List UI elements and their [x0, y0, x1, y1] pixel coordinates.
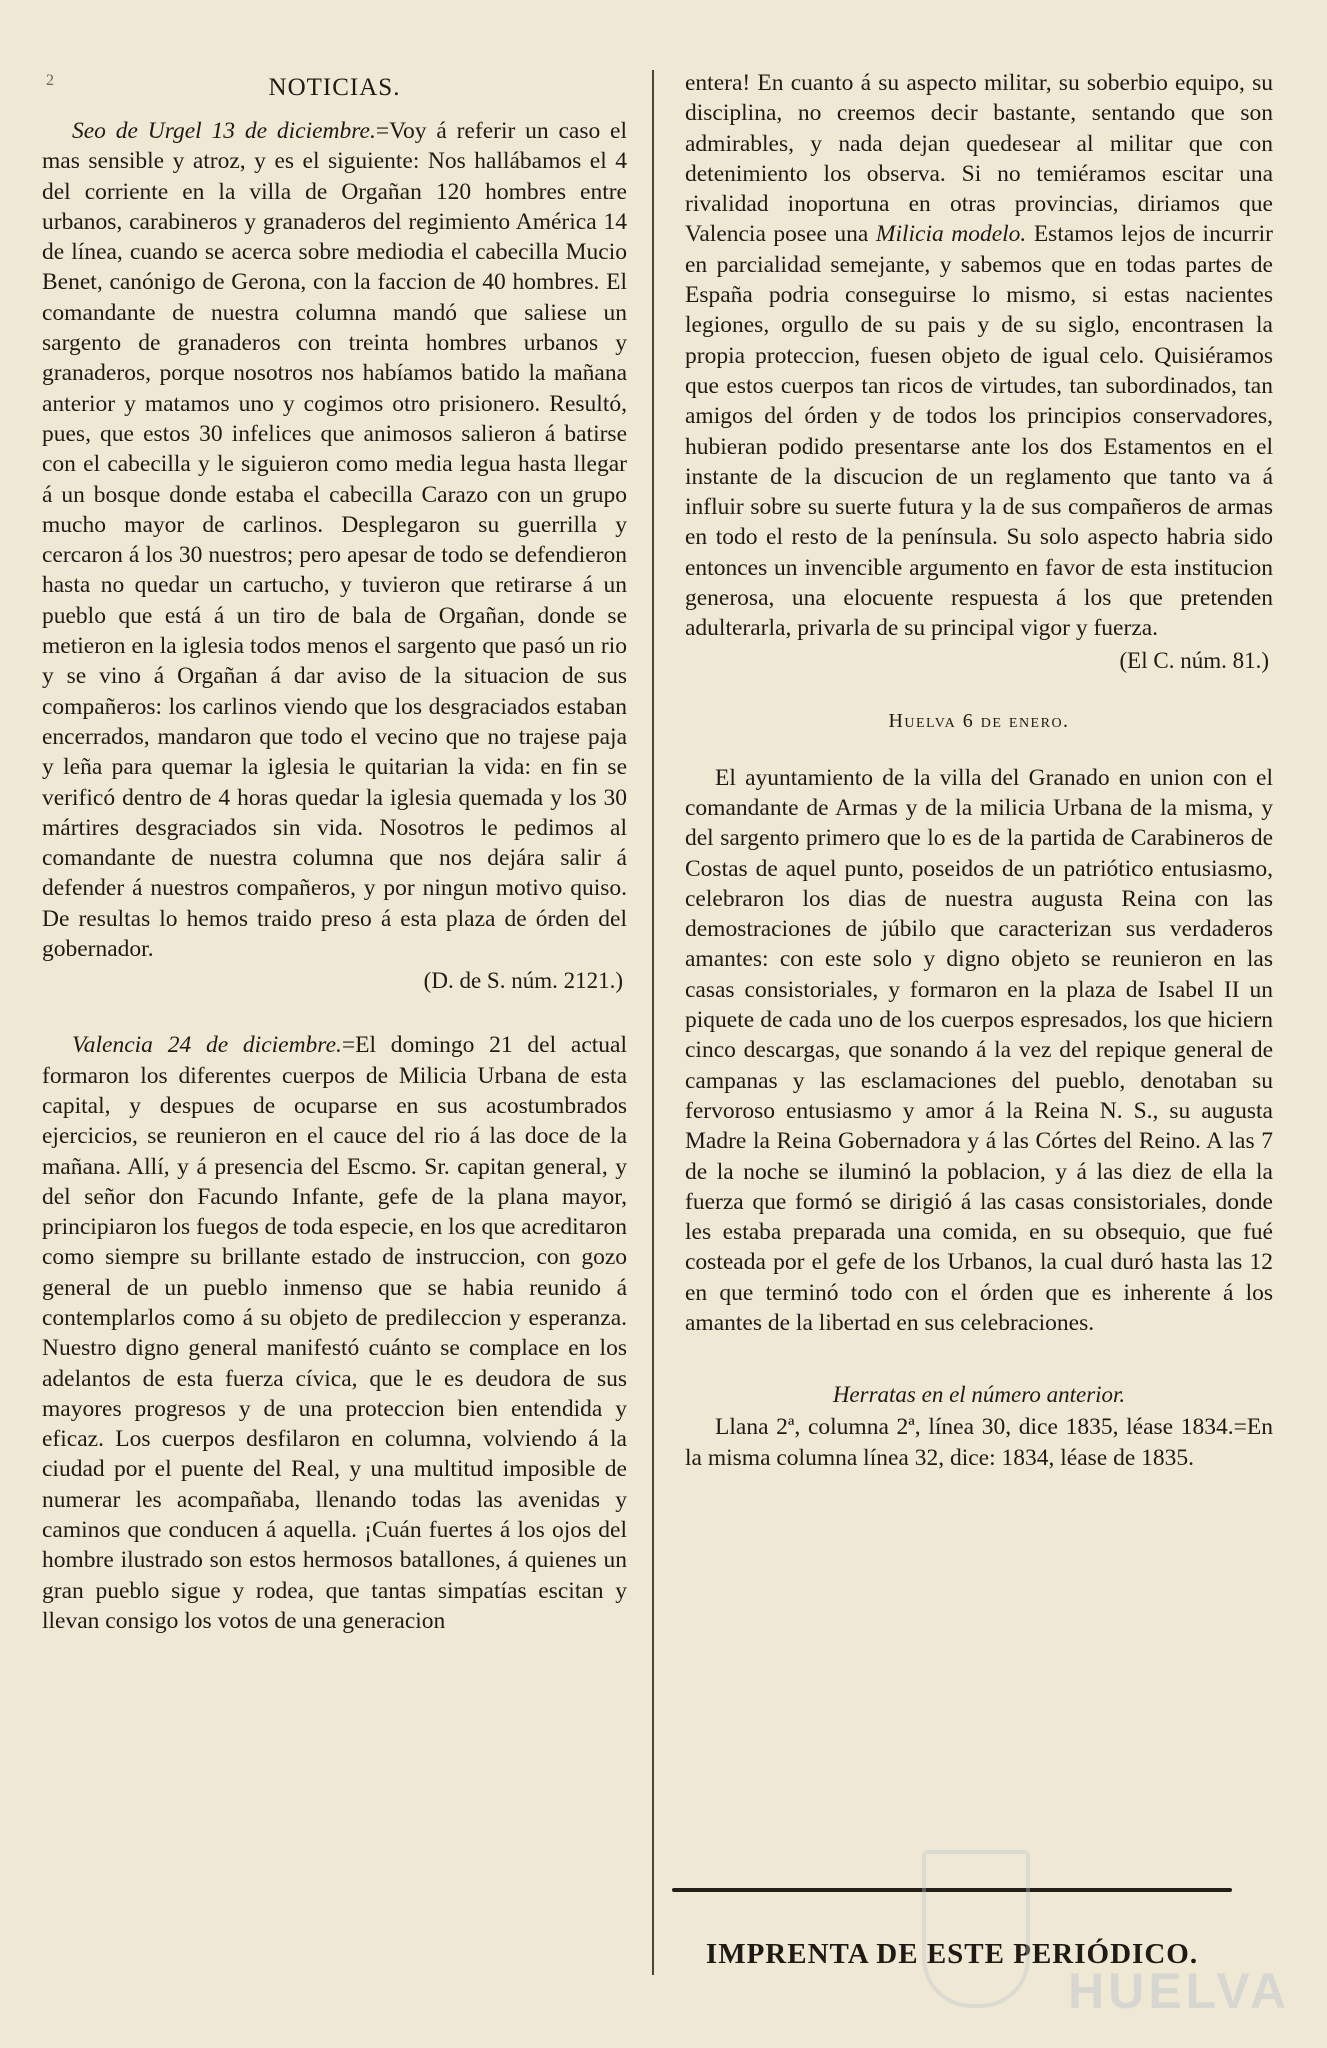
article-valencia-continued	[685, 68, 1273, 644]
article-source: (D. de S. núm. 2121.)	[423, 968, 623, 994]
article-emphasis: Milicia modelo.	[875, 221, 1027, 248]
errata-heading: Herratas en el número anterior.	[832, 1382, 1126, 1408]
article-dateline: Valencia 24 de diciembre.	[72, 1032, 342, 1059]
errata-text: Llana 2ª, columna 2ª, línea 30, dice 1835, léase 1834.=En la misma columna línea 32, dice: 1834, léase de 1835.	[685, 1414, 1273, 1471]
left-column	[42, 68, 627, 1636]
article-body-continued: Estamos lejos de incurrir en parcialidad semejante, y sabemos que en todas partes de España podria conseguirse lo mismo, si estas nacientes legiones, orgullo de su pais y de su siglo, encontrasen la propia proteccion, fuesen objeto de igual celo. Quisiéramos que estos cuerpos tan ricos de virtudes, tan subordinados, tan amigos del órden y de todos los principios conservadores, hubieran podido presentarse ante los dos Estamentos en el instante de la discucion de un reglamento que tanto va á influir sobre su suerte futura y la de sus compañeros de armas en todo el resto de la península. Su solo aspecto habria sido entonces un invencible argumento en favor de esta institucion generosa, una elocuente respuesta á los que pretenden adulterarla, privarla de su principal vigor y fuerza.	[685, 221, 1273, 642]
article-body: entera! En cuanto á su aspecto militar, su soberbio equipo, su disciplina, no creemos decir bastante, sentando que son admirables, y nada dejan quedesear al militar que con detenimiento los observa. Si no temiéramos escitar una rivalidad inoportuna en otras provincias, diriamos que Valencia posee una	[685, 70, 1273, 248]
imprint: IMPRENTA DE ESTE PERIÓDICO.	[705, 1938, 1199, 1970]
article-body: =Voy á referir un caso el mas sensible y atroz, y es el siguiente: Nos hallábamos el 4 del corriente en la villa de Orgañan 120 hombres entre urbanos, carabineros y granaderos del regimiento América 14 de línea, cuando se acerca sobre mediodia el cabecilla Mucio Benet, canónigo de Gerona, con la faccion de 40 hombres. El comandante de nuestra columna mandó que saliese un sargento de granaderos con treinta hombres urbanos y granaderos, porque nosotros nos habíamos batido la mañana anterior y matamos uno y cogimos otro prisionero. Resultó, pues, que estos 30 infelices que animosos salieron á batirse con el cabecilla y le siguieron como media legua hasta llegar á un bosque donde estaba el cabecilla Carazo con un grupo mucho mayor de carlinos. Desplegaron su guerrilla y cercaron á los 30 nuestros; pero apesar de todo se defendieron hasta no quedar un cartucho, y tuvieron que retirarse á un pueblo que está á un tiro de bala de Orgañan, donde se metieron en la iglesia todos menos el sargento que pasó un rio y se vino á Orgañan á dar aviso de la situacion de sus compañeros: los carlinos viendo que los desgraciados estaban encerrados, mandaron que todo el vecino que no trajese paja y leña para quemar la iglesia le quitarian la vida: en fin se verificó dentro de 4 horas quedar la iglesia quemada y los 30 mártires desgraciados sin vida. Nosotros le pedimos al comandante de nuestra columna que nos dejára salir á defender á nuestros compañeros, y por ningun motivo quiso. De resultas lo hemos traido preso á esta plaza de órden del gobernador.	[42, 118, 627, 963]
article-dateline: Seo de Urgel 13 de diciembre.	[72, 118, 376, 144]
right-column	[685, 68, 1273, 1473]
article-heading-huelva: Huelva 6 de enero.	[888, 709, 1070, 732]
watermark-shield-icon	[922, 1850, 1030, 2008]
article-valencia	[42, 1030, 627, 1636]
article-body: =El domingo 21 del actual formaron los diferentes cuerpos de Milicia Urbana de esta capital, y despues de ocuparse en sus acostumbrados ejercicios, se reunieron en el cauce del rio á las doce de la mañana. Allí, y á presencia del Escmo. Sr. capitan general, y del señor don Facundo Infante, gefe de la plana mayor, principiaron los fuegos de toda especie, en los que acreditaron como siempre su brillante estado de instruccion, con gozo general de un pueblo inmenso que se habia reunido á contemplarlos como á su objeto de predileccion y esperanza. Nuestro digno general manifestó cuánto se complace en los adelantos de esta fuerza cívica, que le es deudora de sus mayores progresos y de una proteccion bien entendida y eficaz. Los cuerpos desfilaron en columna, volviendo á la ciudad por el puente del Real, y una multitud imposible de numerar les acompañaba, llenando todas las avenidas y caminos que conducen á aquella. ¡Cuán fuertes á los ojos del hombre ilustrado son estos hermosos batallones, á quienes un gran pueblo sigue y rodea, que tantas simpatías escitan y llevan consigo los votos de una generacion	[42, 1032, 627, 1634]
page-number: 2	[46, 72, 54, 89]
article-seo-de-urgel	[42, 116, 627, 964]
section-title: NOTICIAS.	[268, 74, 401, 101]
article-huelva: El ayuntamiento de la villa del Granado en union con el comandante de Armas y de la milicia Urbana de la misma, y del sargento primero que lo es de la partida de Carabineros de Costas de aquel punto, poseidos de un patriótico entusiasmo, celebraron los dias de nuestra augusta Reina con las demostraciones de júbilo que caracterizan sus verdaderos amantes: con este solo y digno objeto se reunieron en las casas consistoriales, y formaron en la plaza de Isabel II un piquete de cada uno de los cuerpos espresados, los que hiciern cinco descargas, que sonando á la vez del repique general de campanas y las esclamaciones del pueblo, denotaban su fervoroso entusiasmo y amor á la Reina N. S., su augusta Madre la Reina Gobernadora y á las Córtes del Reino. A las 7 de la noche se iluminó la poblacion, y á las diez de ella la fuerza que formó se dirigió á las casas consistoriales, donde les estaba preparada una comida, en su obsequio, que fué costeada por el gefe de los Urbanos, la cual duró hasta las 12 en que terminó todo con el órden que es inherente á los amantes de la libertad en sus celebraciones.	[685, 764, 1273, 1336]
watermark: HUELVA	[1068, 1963, 1291, 2019]
column-divider	[652, 70, 654, 1975]
article-source: (El C. núm. 81.)	[1119, 647, 1269, 673]
